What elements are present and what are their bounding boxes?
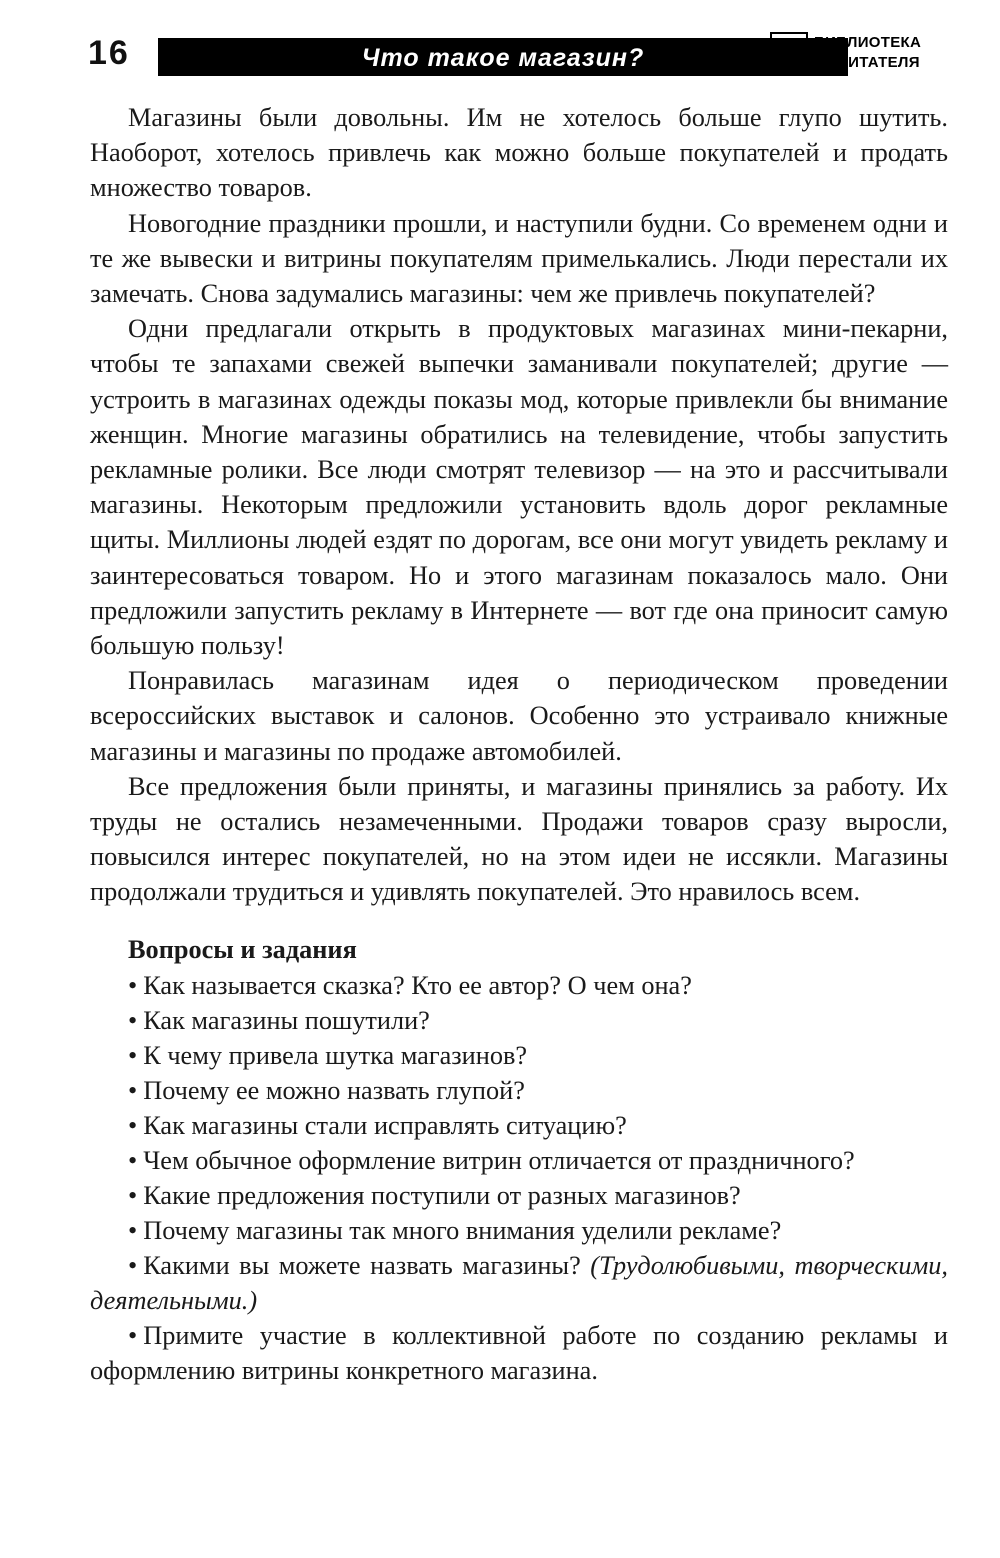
question-text: Примите участие в коллективной работе по созданию рекламы и оформлению витрины конкретного магазина. xyxy=(90,1320,948,1385)
paragraph: Все предложения были приняты, и магазины принялись за работу. Их труды не остались незамеченными. Продажи товаров сразу выросли, повысился интерес покупателей, но на этом идеи не иссякли. Магазины продолжали трудиться и удивлять покупателей. Это нравилось всем. xyxy=(90,771,948,907)
bullet: • xyxy=(128,1075,138,1105)
question-text: Как магазины пошутили? xyxy=(143,1005,430,1035)
question-item xyxy=(90,1248,948,1318)
bullet: • xyxy=(128,1110,138,1140)
question-item xyxy=(90,1038,948,1073)
question-item xyxy=(90,1143,948,1178)
question-text: Почему магазины так много внимания уделили рекламе? xyxy=(143,1215,782,1245)
question-item xyxy=(90,1178,948,1213)
questions-heading: Вопросы и задания xyxy=(128,934,357,964)
question-text: Как магазины стали исправлять ситуацию? xyxy=(143,1110,627,1140)
question-text: К чему привела шутка магазинов? xyxy=(143,1040,528,1070)
paragraph: Понравилась магазинам идея о периодическом проведении всероссийских выставок и салонов. Особенно это устраивало книжные магазины и магазины по продаже автомобилей. xyxy=(90,666,948,766)
page-body xyxy=(90,100,948,1388)
question-text: Почему ее можно назвать глупой? xyxy=(143,1075,525,1105)
bullet: • xyxy=(128,1180,138,1210)
question-item xyxy=(90,1318,948,1388)
page-number: 16 xyxy=(88,34,130,72)
question-item xyxy=(90,1213,948,1248)
bullet: • xyxy=(128,1250,138,1280)
question-item xyxy=(90,1003,948,1038)
question-item xyxy=(90,968,948,1003)
chapter-title: Что такое магазин? xyxy=(361,44,645,72)
paragraph: Одни предлагали открыть в продуктовых магазинах мини-пекарни, чтобы те запахами свежей выпечки заманивали покупателей; другие — устроить в магазинах одежды показы мод, которые привлекли бы внимание женщин. Многие магазины обратились на телевидение, чтобы запустить рекламные ролики. Все люди смотрят телевизор — на это и рассчитывали магазины. Некоторым предложили установить вдоль дорог рекламные щиты. Миллионы людей ездят по дорогам, все они могут увидеть рекламу и заинтересоваться товаром. Но и этого магазинам показалось мало. Они предложили запустить рекламу в Интернете — вот где она приносит самую большую пользу! xyxy=(90,314,948,661)
question-text: Как называется сказка? Кто ее автор? О чем она? xyxy=(143,970,692,1000)
question-hint: (Трудолюбивыми, творческими, деятельными.) xyxy=(90,1250,949,1315)
bullet: • xyxy=(128,1145,138,1175)
series-logo xyxy=(770,32,950,78)
chapter-title-bar xyxy=(158,38,848,76)
bullet: • xyxy=(128,1215,138,1245)
logo-text-line2: ОСПИТАТЕЛЯ xyxy=(814,54,920,71)
logo-text-line1: БИБЛИОТЕКА xyxy=(814,34,922,51)
question-text: Чем обычное оформление витрин отличается от праздничного? xyxy=(143,1145,855,1175)
bullet: • xyxy=(128,1040,138,1070)
bullet: • xyxy=(128,1320,138,1350)
paragraph: Магазины были довольны. Им не хотелось больше глупо шутить. Наоборот, хотелось привлечь как можно больше покупателей и продать множество товаров. xyxy=(90,103,948,203)
question-text: Какие предложения поступили от разных магазинов? xyxy=(143,1180,741,1210)
question-item xyxy=(90,1108,948,1143)
paragraph: Новогодние праздники прошли, и наступили будни. Со временем одни и те же вывески и витрины покупателям примелькались. Люди перестали их замечать. Снова задумались магазины: чем же привлечь покупателей? xyxy=(90,208,948,309)
logo-letter: В xyxy=(770,32,808,74)
bullet: • xyxy=(128,970,138,1000)
page-header xyxy=(80,30,950,80)
bullet: • xyxy=(128,1005,138,1035)
question-text: Какими вы можете назвать магазины? xyxy=(143,1250,581,1280)
questions-list xyxy=(90,968,948,1388)
question-item xyxy=(90,1073,948,1108)
